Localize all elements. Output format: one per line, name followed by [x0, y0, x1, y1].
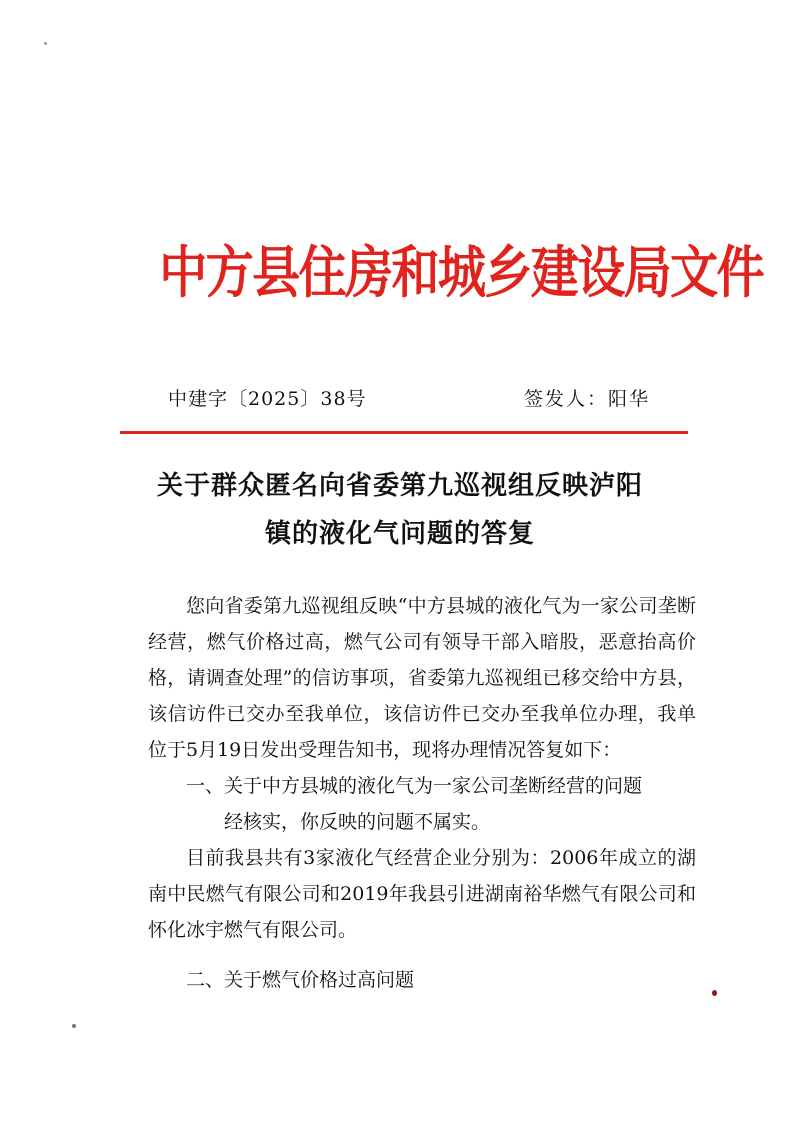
- section-1-paragraph: 目前我县共有3家液化气经营企业分别为：2006年成立的湖南中民燃气有限公司和2019年我县引进湖南裕华燃气有限公司和怀化冰宇燃气有限公司。: [148, 847, 696, 941]
- scan-speck: [44, 42, 47, 45]
- scan-speck: [72, 1024, 76, 1028]
- document-masthead: 中方县住房和城乡建设局文件: [159, 240, 763, 306]
- section-2-heading: 二、关于燃气价格过高问题: [186, 969, 415, 991]
- section-1-note: 经核实，你反映的问题不属实。: [224, 811, 491, 833]
- section-1: [148, 768, 696, 840]
- scan-speck: [712, 990, 717, 996]
- red-divider-line: [120, 431, 688, 434]
- document-number: 中建字〔2025〕38号: [168, 388, 367, 410]
- section-1-heading: 一、关于中方县城的液化气为一家公司垄断经营的问题: [186, 775, 643, 797]
- intro-paragraph: 您向省委第九巡视组反映“中方县城的液化气为一家公司垄断经营，燃气价格过高，燃气公司有领导干部入暗股，恶意抬高价格，请调查处理”的信访事项，省委第九巡视组已移交给中方县，该信访件已交办至我单位，该信访件已交办至我单位办理，我单位于5月19日发出受理告知书，现将办理情况答复如下：: [148, 595, 696, 761]
- document-title: [100, 462, 700, 558]
- title-line-2: 镇的液化气问题的答复: [264, 519, 535, 549]
- issuer-signature: 签发人：阳华: [524, 388, 651, 410]
- title-line-1: 关于群众匿名向省委第九巡视组反映泸阳: [156, 471, 643, 501]
- document-body: [148, 588, 696, 998]
